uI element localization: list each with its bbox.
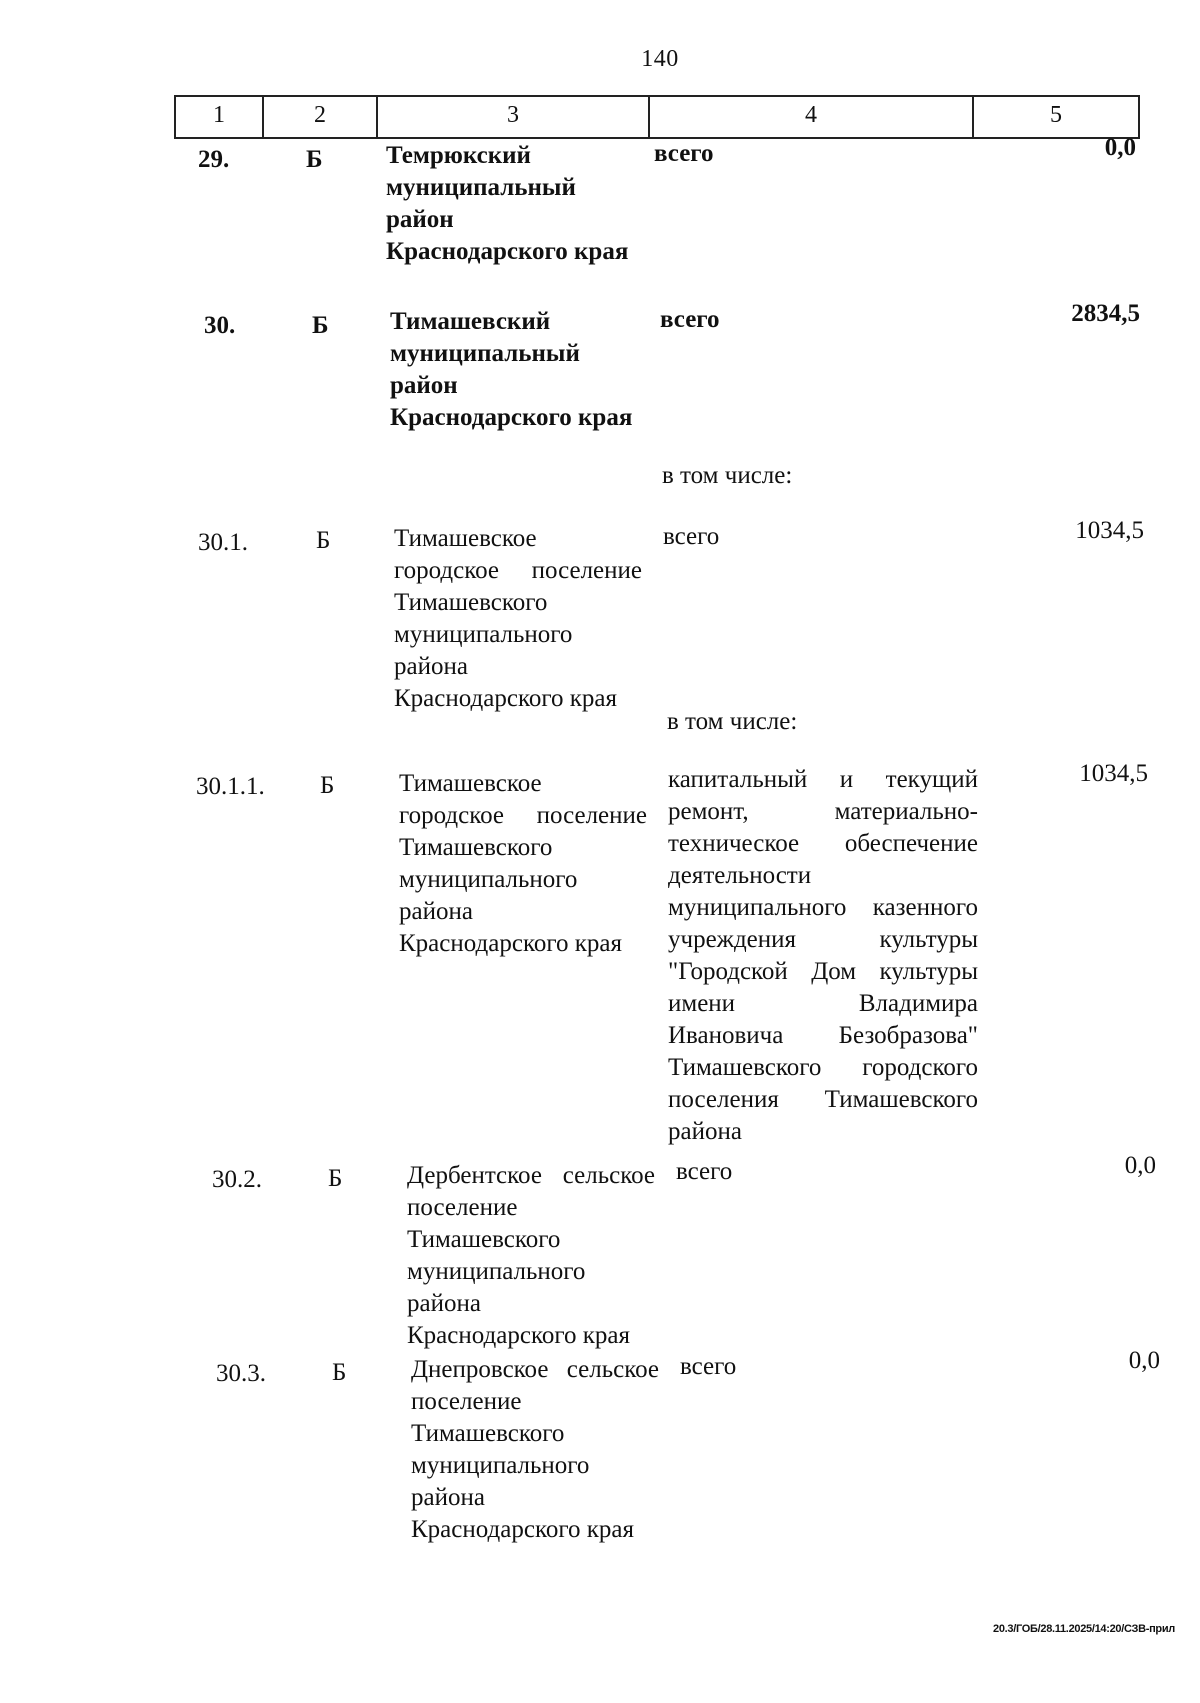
row-number: 30.1. — [198, 529, 248, 556]
row-type: Б — [312, 312, 329, 339]
row-type: Б — [328, 1165, 343, 1192]
row-description: капитальный и текущий ремонт, материально-техническое обеспечение деятельности муниципального казенного учреждения культуры "Городской Дом культуры имени Владимира Ивановича Безобразова" Тимашевского городского поселения Тимашевского района — [668, 766, 978, 1145]
row-value: 1034,5 — [1075, 517, 1144, 544]
row-value: 0,0 — [1124, 1152, 1156, 1179]
row-number: 29. — [198, 146, 230, 173]
row-value: 1034,5 — [1079, 760, 1148, 787]
row-type: Б — [332, 1359, 347, 1386]
row-number: 30. — [204, 312, 236, 339]
header-col-3: 3 — [376, 97, 648, 137]
row-description: всего — [660, 306, 720, 333]
row-type: Б — [306, 146, 323, 173]
row-name: Тимашевское городское поселение Тимашевского муниципального района Краснодарского края — [394, 525, 642, 712]
header-col-1: 1 — [213, 102, 225, 128]
subtotal-caption: в том числе: — [662, 462, 793, 489]
row-name: Тимашевское городское поселение Тимашевского муниципального района Краснодарского края — [399, 770, 647, 957]
row-number: 30.3. — [216, 1360, 266, 1387]
page-number: 140 — [641, 46, 679, 72]
row-type: Б — [316, 527, 331, 554]
header-col-2: 2 — [262, 97, 376, 137]
row-number: 30.1.1. — [196, 773, 265, 800]
row-description: всего — [676, 1158, 733, 1185]
row-value: 0,0 — [1104, 134, 1136, 161]
row-name: Темрюкский муниципальный район Краснодарского края — [386, 142, 629, 265]
subtotal-caption: в том числе: — [667, 708, 798, 735]
document-code: 20.3/ГОБ/28.11.2025/14:20/СЗВ-прил — [993, 1623, 1175, 1635]
row-value: 0,0 — [1128, 1347, 1160, 1374]
header-col-4: 4 — [648, 97, 972, 137]
header-col-5: 5 — [972, 97, 1138, 137]
row-name: Тимашевский муниципальный район Краснодарского края — [390, 308, 633, 431]
row-description: всего — [680, 1353, 737, 1380]
row-name: Днепровское сельское поселение Тимашевского муниципального района Краснодарского края — [411, 1356, 659, 1543]
row-description: всего — [663, 523, 720, 550]
row-number: 30.2. — [212, 1166, 262, 1193]
row-name: Дербентское сельское поселение Тимашевского муниципального района Краснодарского края — [407, 1162, 655, 1349]
row-description: всего — [654, 140, 714, 167]
row-type: Б — [320, 772, 335, 799]
row-value: 2834,5 — [1071, 300, 1140, 327]
